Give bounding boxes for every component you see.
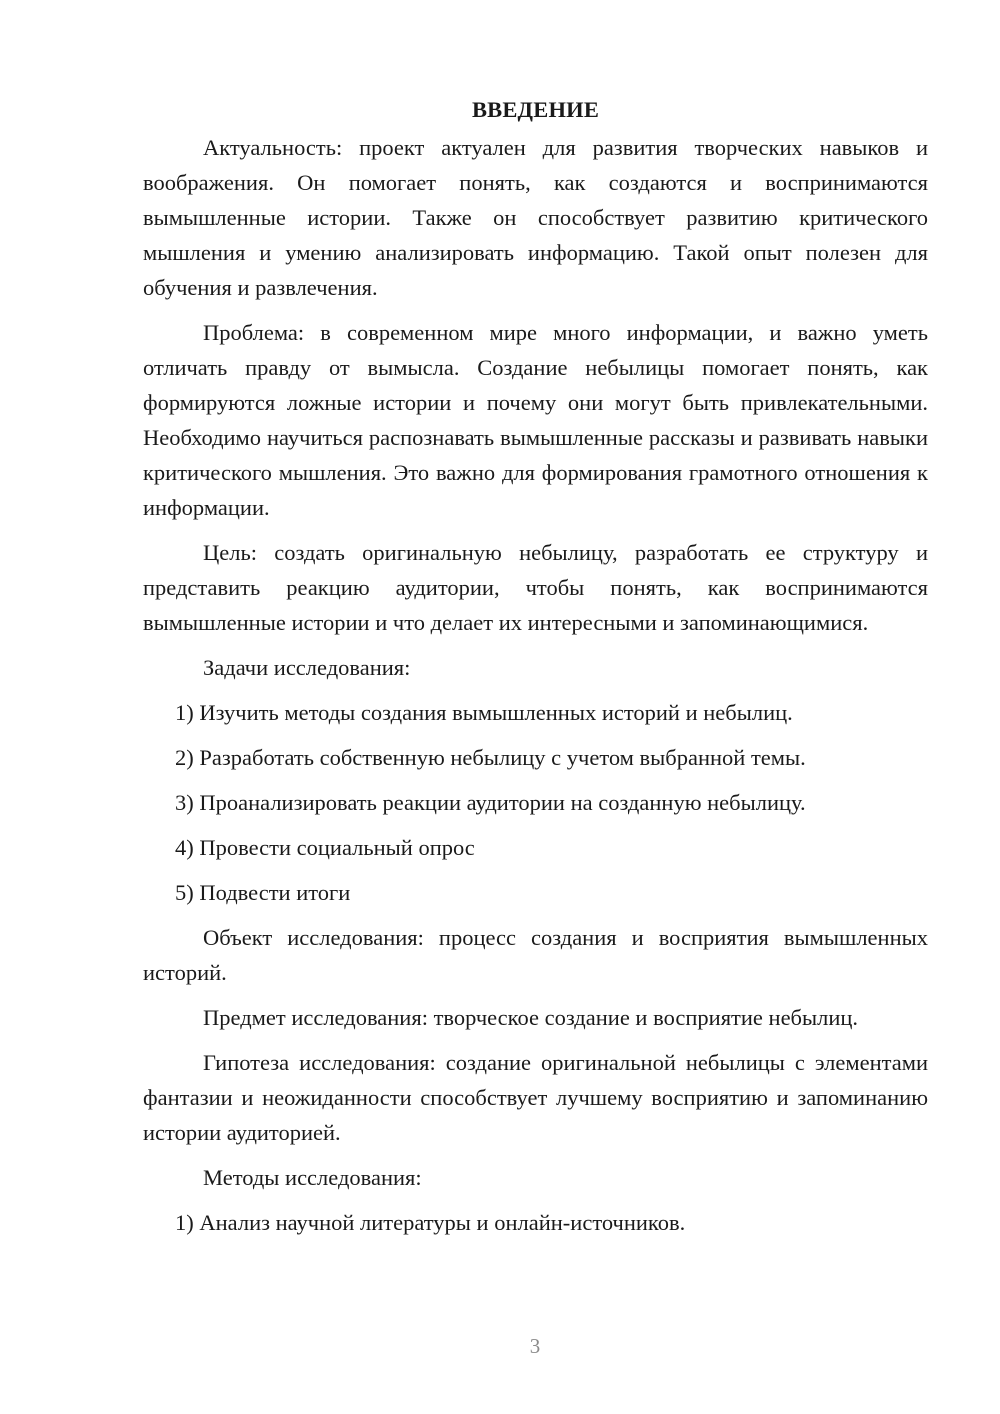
methods-heading: Методы исследования: <box>203 1165 422 1190</box>
problem-paragraph: Проблема: в современном мире много информации, и важно уметь отличать правду от вымысла. Создание небылицы помогает понять, как формируются ложные истории и почему они могут быть привлекательными. Необходимо научиться распознавать вымышленные рассказы и развивать навыки критического мышления. Это важно для формирования грамотного отношения к информации. <box>143 320 928 520</box>
relevance-paragraph: Актуальность: проект актуален для развития творческих навыков и воображения. Он помогает понять, как создаются и воспринимаются вымышленные истории. Также он способствует развитию критического мышления и умению анализировать информацию. Такой опыт полезен для обучения и развлечения. <box>143 135 928 300</box>
method-item-1: 1) Анализ научной литературы и онлайн-источников. <box>175 1210 686 1235</box>
goal-paragraph: Цель: создать оригинальную небылицу, разработать ее структуру и представить реакцию аудитории, чтобы понять, как воспринимаются вымышленные истории и что делает их интересными и запоминающимися. <box>143 540 928 635</box>
task-item-3: 3) Проанализировать реакции аудитории на созданную небылицу. <box>175 790 806 815</box>
task-item-4: 4) Провести социальный опрос <box>175 835 475 860</box>
task-item-5: 5) Подвести итоги <box>175 880 351 905</box>
task-item-1: 1) Изучить методы создания вымышленных историй и небылиц. <box>175 700 793 725</box>
page-number: 3 <box>529 1334 541 1358</box>
tasks-heading: Задачи исследования: <box>203 655 411 680</box>
document-page <box>143 92 928 1250</box>
hypothesis-paragraph: Гипотеза исследования: создание оригинальной небылицы с элементами фантазии и неожиданности способствует лучшему восприятию и запоминанию истории аудиторией. <box>143 1050 928 1145</box>
section-title: ВВЕДЕНИЕ <box>471 97 600 122</box>
subject-paragraph: Предмет исследования: творческое создание и восприятие небылиц. <box>203 1005 859 1030</box>
object-paragraph: Объект исследования: процесс создания и восприятия вымышленных историй. <box>143 925 928 985</box>
task-item-2: 2) Разработать собственную небылицу с учетом выбранной темы. <box>175 745 806 770</box>
